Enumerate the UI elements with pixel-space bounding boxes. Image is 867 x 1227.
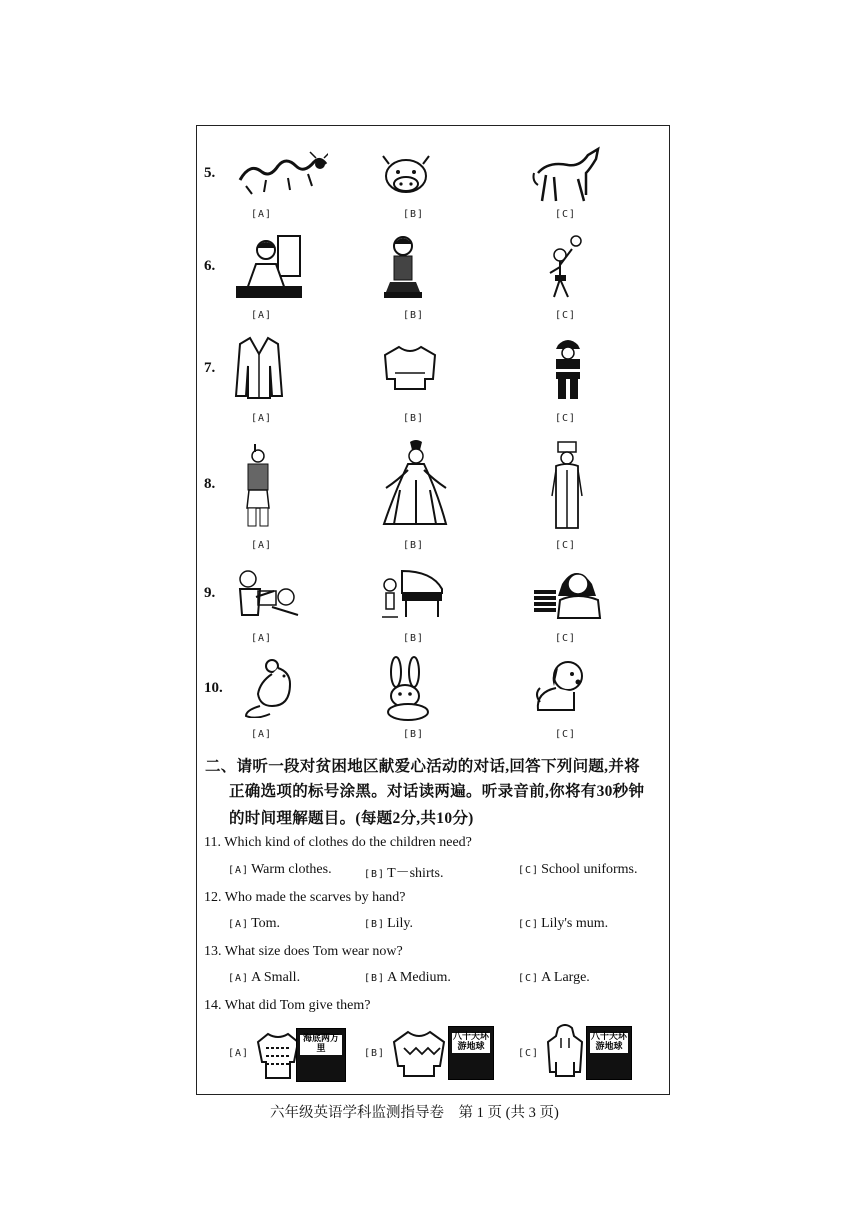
option-label-b[interactable]: [B] — [403, 729, 425, 740]
answer-option-b[interactable]: [B] T－shirts. — [364, 866, 444, 881]
firefighter-icon — [550, 335, 586, 401]
volleyball-player-icon — [546, 233, 586, 301]
section-instruction-line: 的时间理解题目。(每题2分,共10分) — [229, 810, 474, 827]
question-text: 11. Which kind of clothes do the children need? — [204, 835, 472, 850]
pianist-girl-icon — [234, 234, 304, 300]
jacket-icon — [234, 336, 284, 400]
answer-option-a[interactable]: [A] Tom. — [228, 916, 281, 931]
option-label-a[interactable]: [A] — [251, 540, 273, 551]
seated-girl-icon — [380, 234, 426, 300]
option-label-a[interactable]: [A] — [251, 310, 273, 321]
option-label-a[interactable]: [A] — [228, 1048, 250, 1059]
answer-option-c[interactable]: [C] Lily's mum. — [518, 916, 609, 931]
question-text: 13. What size does Tom wear now? — [204, 944, 403, 959]
rabbit-icon — [380, 656, 432, 722]
piano-player-icon — [380, 567, 444, 619]
option-label-a[interactable]: [A] — [251, 633, 273, 644]
option-label-a[interactable]: [A] — [251, 413, 273, 424]
kids-drawing-icon — [234, 567, 304, 619]
option-label-c[interactable]: [C] — [555, 540, 577, 551]
option-label-c[interactable]: [C] — [555, 729, 577, 740]
option-label-b[interactable]: [B] — [403, 209, 425, 220]
option-label-b[interactable]: [B] — [403, 310, 425, 321]
question-number: 8. — [204, 476, 216, 492]
queen-statue-icon — [550, 440, 584, 530]
hoodie-icon — [544, 1024, 586, 1080]
question-text: 12. Who made the scarves by hand? — [204, 890, 406, 905]
mouse-icon — [242, 656, 304, 718]
dragon-icon — [236, 150, 328, 198]
option-label-b[interactable]: [B] — [364, 1048, 386, 1059]
book-cover-c: 八十天环游地球 — [586, 1026, 632, 1080]
ancient-lady-icon — [380, 440, 450, 528]
answer-option-c[interactable]: [C] School uniforms. — [518, 862, 638, 877]
sweater-icon — [381, 343, 439, 391]
option-label-a[interactable]: [A] — [251, 209, 273, 220]
question-number: 9. — [204, 585, 216, 601]
answer-option-a[interactable]: [A] Warm clothes. — [228, 862, 332, 877]
answer-option-c[interactable]: [C] A Large. — [518, 970, 590, 985]
question-number: 5. — [204, 165, 216, 181]
option-label-b[interactable]: [B] — [403, 633, 425, 644]
patterned-sweater-icon — [256, 1030, 300, 1080]
question-number: 6. — [204, 258, 216, 274]
question-number: 10. — [204, 680, 223, 696]
page-footer: 六年级英语学科监测指导卷 第 1 页 (共 3 页) — [270, 1105, 559, 1121]
question-number: 7. — [204, 360, 216, 376]
option-label-c[interactable]: [C] — [555, 209, 577, 220]
dog-icon — [532, 658, 586, 716]
option-label-c[interactable]: [C] — [555, 413, 577, 424]
answer-option-a[interactable]: [A] A Small. — [228, 970, 301, 985]
option-label-b[interactable]: [B] — [403, 413, 425, 424]
section-instruction-line: 正确选项的标号涂黑。对话读两遍。听录音前,你将有30秒钟 — [229, 783, 645, 800]
terracotta-warrior-icon — [243, 440, 273, 528]
question-text: 14. What did Tom give them? — [204, 998, 371, 1013]
book-cover-b: 八十天环游地球 — [448, 1026, 494, 1080]
answer-option-b[interactable]: [B] A Medium. — [364, 970, 451, 985]
section-instruction-line: 二、请听一段对贫困地区献爱心活动的对话,回答下列问题,并将 — [205, 758, 640, 775]
girl-with-books-icon — [532, 564, 604, 620]
option-label-c[interactable]: [C] — [555, 310, 577, 321]
option-label-c[interactable]: [C] — [555, 633, 577, 644]
answer-option-b[interactable]: [B] Lily. — [364, 916, 413, 931]
option-label-c[interactable]: [C] — [518, 1048, 540, 1059]
knit-sweater-icon — [392, 1028, 446, 1080]
horse-icon — [530, 145, 602, 205]
option-label-a[interactable]: [A] — [251, 729, 273, 740]
book-cover-a: 海底两万里 — [296, 1028, 346, 1082]
option-label-b[interactable]: [B] — [403, 540, 425, 551]
cow-icon — [379, 150, 433, 196]
